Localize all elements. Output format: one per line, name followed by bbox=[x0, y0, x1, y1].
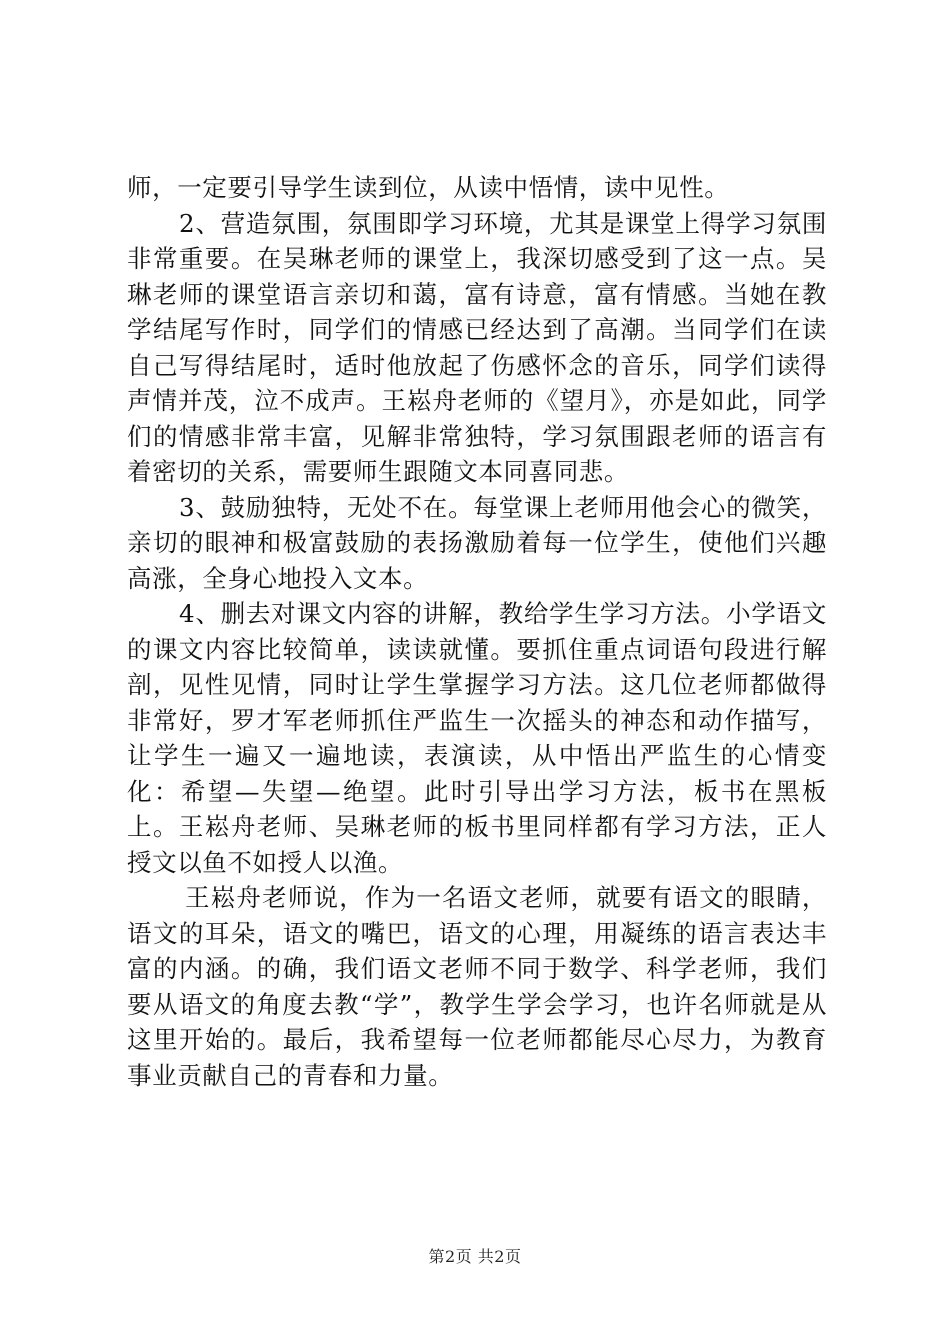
document-body bbox=[127, 170, 827, 1093]
paragraph-conclusion: 王崧舟老师说，作为一名语文老师，就要有语文的眼睛，语文的耳朵，语文的嘴巴，语文的心理，用凝练的语言表达丰富的内涵。的确，我们语文老师不同于数学、科学老师，我们要从语文的角度去教“学”，教学生学会学习，也许名师就是从这里开始的。最后，我希望每一位老师都能尽心尽力，为教育事业贡献自己的青春和力量。 bbox=[127, 883, 827, 1090]
paragraph-point-2: 2、营造氛围，氛围即学习环境，尤其是课堂上得学习氛围非常重要。在吴琳老师的课堂上，我深切感受到了这一点。吴琳老师的课堂语言亲切和蔼，富有诗意，富有情感。当她在教学结尾写作时，同学们的情感已经达到了高潮。当同学们在读自己写得结尾时，适时他放起了伤感怀念的音乐，同学们读得声情并茂，泣不成声。王崧舟老师的《望月》，亦是如此，同学们的情感非常丰富，见解非常独特，学习氛围跟老师的语言有着密切的关系，需要师生跟随文本同喜同悲。 bbox=[127, 208, 827, 486]
page-footer: 第2页 共2页 bbox=[428, 1247, 522, 1266]
paragraph-point-4: 4、删去对课文内容的讲解，教给学生学习方法。小学语文的课文内容比较简单，读读就懂。要抓住重点词语句段进行解剖，见性见情，同时让学生掌握学习方法。这几位老师都做得非常好，罗才军老师抓住严监生一次摇头的神态和动作描写，让学生一遍又一遍地读，表演读，从中悟出严监生的心情变化：希望—失望—绝望。此时引导出学习方法，板书在黑板上。王崧舟老师、吴琳老师的板书里同样都有学习方法，正人授文以鱼不如授人以渔。 bbox=[127, 599, 827, 877]
paragraph-continuation: 师，一定要引导学生读到位，从读中悟情，读中见性。 bbox=[127, 173, 730, 202]
paragraph-point-3: 3、鼓励独特，无处不在。每堂课上老师用他会心的微笑，亲切的眼神和极富鼓励的表扬激励着每一位学生，使他们兴趣高涨，全身心地投入文本。 bbox=[127, 492, 827, 593]
